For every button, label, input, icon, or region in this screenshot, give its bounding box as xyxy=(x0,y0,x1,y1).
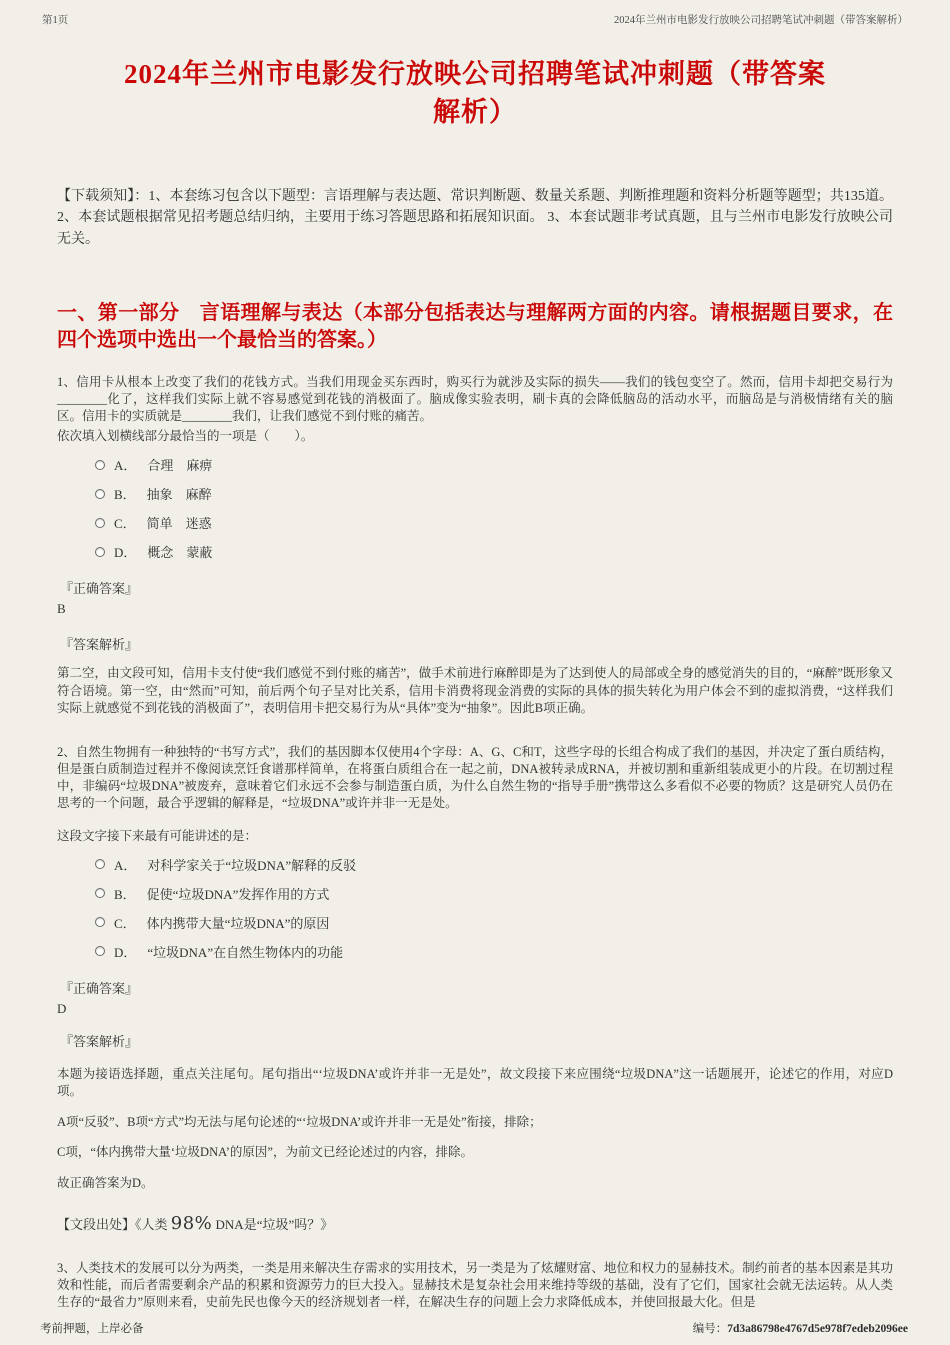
radio-icon[interactable] xyxy=(95,917,105,927)
question-1 xyxy=(0,374,950,718)
option-label: B． xyxy=(114,487,136,503)
option-text: 促使“垃圾DNA”发挥作用的方式 xyxy=(146,886,330,902)
question-3 xyxy=(0,1260,950,1311)
option-b[interactable] xyxy=(95,484,893,503)
question-prompt: 依次填入划横线部分最恰当的一项是（ ）。 xyxy=(57,429,314,444)
page-header xyxy=(0,0,950,27)
serial-label: 编号： xyxy=(692,1323,728,1335)
source-line xyxy=(57,1213,893,1234)
option-text: 对科学家关于“垃圾DNA”解释的反驳 xyxy=(147,857,357,873)
option-label: C． xyxy=(114,915,136,931)
correct-answer-label: 『正确答案』 xyxy=(60,581,139,597)
radio-icon[interactable] xyxy=(95,946,105,956)
source-prefix: 【文段出处】《人类 xyxy=(57,1217,171,1233)
option-label: C． xyxy=(114,516,136,532)
question-2 xyxy=(0,744,950,1235)
serial-value: 7d3a86798e4767d5e978f7edeb2096ee xyxy=(727,1323,908,1335)
option-b[interactable] xyxy=(95,884,893,903)
option-label: D． xyxy=(114,545,137,561)
option-text: 合理 麻痹 xyxy=(147,458,213,474)
analysis-paragraph: 故正确答案为D。 xyxy=(57,1175,154,1190)
page-number: 第1页 xyxy=(42,15,69,26)
running-head-title: 2024年兰州市电影发行放映公司招聘笔试冲刺题（带答案解析） xyxy=(614,15,908,26)
source-formula: 98% xyxy=(170,1213,213,1235)
section-heading: 一、第一部分 言语理解与表达（本部分包括表达与理解两方面的内容。请根据题目要求，在四个选项中选出一个最恰当的答案。） xyxy=(57,302,893,352)
analysis-label: 『答案解析』 xyxy=(60,637,139,653)
radio-icon[interactable] xyxy=(95,518,105,528)
radio-icon[interactable] xyxy=(95,547,105,557)
radio-icon[interactable] xyxy=(95,859,105,869)
footer-serial xyxy=(693,1320,908,1336)
radio-icon[interactable] xyxy=(95,460,105,470)
question-stem: 1、信用卡从根本上改变了我们的花钱方式。当我们用现金买东西时，购买行为就涉及实际的损失——我们的钱包变空了。然而，信用卡却把交易行为________化了，这样我们实际上就不容易感觉到花钱的消极面了。脑成像实验表明，刷卡真的会降低脑岛的活动水平，而脑岛是与消极情绪有关的脑区。信用卡的实质就是________我们，让我们感觉不到付账的痛苦。 xyxy=(57,375,893,424)
analysis-paragraph: 第二空，由文段可知，信用卡支付使“我们感觉不到付账的痛苦”，做手术前进行麻醉即是为了达到使人的局部或全身的感觉消失的目的，“麻醉”既形象又符合语境。第一空，由“然而”可知，前后两个句子呈对比关系，信用卡消费将现金消费的实际的具体的损失转化为用户体会不到的虚拟消费，“这样我们实际上就感觉不到花钱的消极面了”，表明信用卡把交易行为从“具体”变为“抽象”。因此B项正确。 xyxy=(57,666,893,716)
option-label: B． xyxy=(114,886,136,902)
option-text: “垃圾DNA”在自然生物体内的功能 xyxy=(147,944,344,960)
download-notice: 【下载须知】：1、本套练习包含以下题型：言语理解与表达题、常识判断题、数量关系题、判断推理题和资料分析题等题型；共135道。 2、本套试题根据常见招考题总结归纳，主要用于练习答题思路和拓展知识面。 3、本套试题非考试真题，且与兰州市电影发行放映公司无关。 xyxy=(57,188,893,247)
option-text: 简单 迷惑 xyxy=(146,516,212,532)
source-suffix: DNA是“垃圾”吗？》 xyxy=(212,1217,334,1233)
option-a[interactable] xyxy=(95,855,893,874)
page-footer xyxy=(0,1320,950,1336)
question-stem: 2、自然生物拥有一种独特的“书写方式”，我们的基因脚本仅使用4个字母：A、G、C和T，这些字母的长组合构成了我们的基因，并决定了蛋白质结构，但是蛋白质制造过程并不像阅读烹饪食谱那样简单，在将蛋白质组合在一起之前，DNA被转录成RNA，并被切割和重新组装成更小的片段。在切割过程中，非编码“垃圾DNA”被废弃，意味着它们永远不会参与制造蛋白质，为什么自然生物的“指导手册”携带这么多看似不必要的物质？这是研究人员仍在思考的一个问题，最合乎逻辑的解释是，“垃圾DNA”或许并非一无是处。 xyxy=(57,744,893,810)
option-c[interactable] xyxy=(95,913,893,932)
option-text: 概念 蒙蔽 xyxy=(147,545,213,561)
analysis-paragraph: A项“反驳”、B项“方式”均无法与尾句论述的“‘垃圾DNA’或许并非一无是处”衔接，排除； xyxy=(57,1114,542,1129)
correct-answer-value: D xyxy=(57,1000,67,1016)
option-a[interactable] xyxy=(95,455,893,474)
option-d[interactable] xyxy=(95,942,893,961)
option-label: A． xyxy=(114,857,137,873)
document-title: 2024年兰州市电影发行放映公司招聘笔试冲刺题（带答案解析） xyxy=(124,59,826,128)
question-prompt: 这段文字接下来最有可能讲述的是： xyxy=(57,828,258,843)
analysis-label: 『答案解析』 xyxy=(60,1033,139,1049)
analysis-paragraph: C项，“体内携带大量‘垃圾DNA’的原因”，为前文已经论述过的内容，排除。 xyxy=(57,1145,473,1160)
footer-slogan: 考前押题，上岸必备 xyxy=(40,1323,144,1335)
option-text: 体内携带大量“垃圾DNA”的原因 xyxy=(146,915,330,931)
radio-icon[interactable] xyxy=(95,888,105,898)
analysis-paragraph: 本题为接语选择题，重点关注尾句。尾句指出“‘垃圾DNA’或许并非一无是处”，故文段接下来应围绕“垃圾DNA”这一话题展开，论述它的作用，对应D项。 xyxy=(57,1066,893,1099)
radio-icon[interactable] xyxy=(95,489,105,499)
question-stem: 3、人类技术的发展可以分为两类，一类是用来解决生存需求的实用技术，另一类是为了炫耀财富、地位和权力的显赫技术。制约前者的基本因素是其功效和性能，而后者需要剩余产品的积累和资源劳力的巨大投入。显赫技术是复杂社会用来维持等级的基础，没有了它们，国家社会就无法运转。从人类生存的“最省力”原则来看，史前先民也像今天的经济规划者一样，在解决生存的问题上会力求降低成本，并使回报最大化。但是 xyxy=(57,1261,893,1310)
option-text: 抽象 麻醉 xyxy=(146,487,212,503)
options-list xyxy=(95,455,893,561)
option-c[interactable] xyxy=(95,513,893,532)
options-list xyxy=(95,855,893,961)
option-d[interactable] xyxy=(95,542,893,561)
option-label: A． xyxy=(114,458,137,474)
correct-answer-value: B xyxy=(57,601,66,617)
option-label: D． xyxy=(114,944,137,960)
correct-answer-label: 『正确答案』 xyxy=(60,980,139,996)
